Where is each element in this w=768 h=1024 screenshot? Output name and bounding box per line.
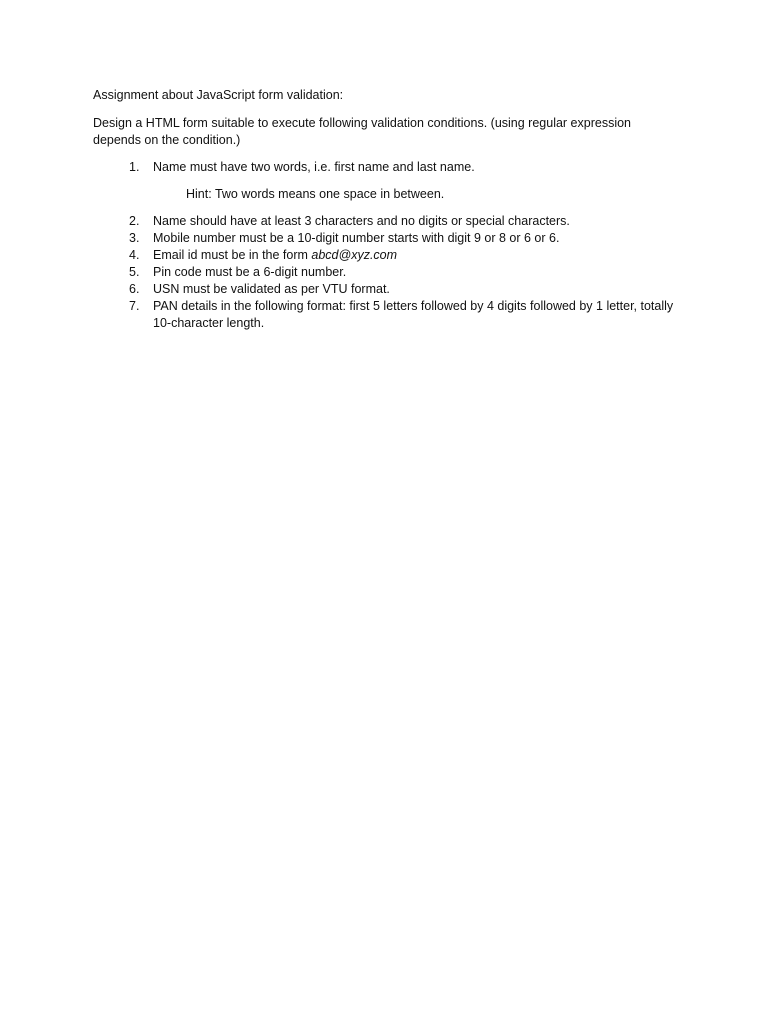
list-item-text: USN must be validated as per VTU format.: [153, 282, 390, 296]
list-item: [93, 230, 693, 247]
list-item-number: 1.: [129, 160, 140, 174]
email-example: abcd@xyz.com: [311, 248, 398, 262]
list-item-number: 4.: [129, 248, 140, 262]
list-item-text-main: Email id must be in the form: [153, 248, 312, 262]
list-item: [93, 247, 693, 264]
list-item-text: Pin code must be a 6-digit number.: [153, 265, 347, 279]
list-item-number: 3.: [129, 231, 140, 245]
requirements-list: [93, 159, 693, 332]
list-item-number: 5.: [129, 265, 140, 279]
hint-text: Two words means one space in between.: [214, 187, 445, 201]
list-item: [93, 281, 693, 298]
list-item-text: Name must have two words, i.e. first name and last name.: [153, 160, 475, 174]
list-item-number: 6.: [129, 282, 140, 296]
list-item-text: PAN details in the following format: first 5 letters followed by 4 digits followed by 1 letter, totally 10-character length.: [153, 299, 674, 330]
list-item: [93, 298, 693, 332]
list-item-text: Mobile number must be a 10-digit number starts with digit 9 or 8 or 6 or 6.: [153, 231, 560, 245]
list-item: [93, 264, 693, 281]
list-item-number: 7.: [129, 299, 140, 313]
list-item: [93, 213, 693, 230]
document-heading: Assignment about JavaScript form validation:: [93, 88, 344, 102]
list-item-text: Name should have at least 3 characters and no digits or special characters.: [153, 214, 570, 228]
list-item-text: [153, 247, 683, 264]
list-item: [93, 159, 693, 176]
document-intro: Design a HTML form suitable to execute following validation conditions. (using regular expression depends on the condition.): [93, 116, 632, 147]
hint-line: [93, 186, 693, 203]
hint-label: Hint:: [186, 187, 212, 201]
list-item-number: 2.: [129, 214, 140, 228]
